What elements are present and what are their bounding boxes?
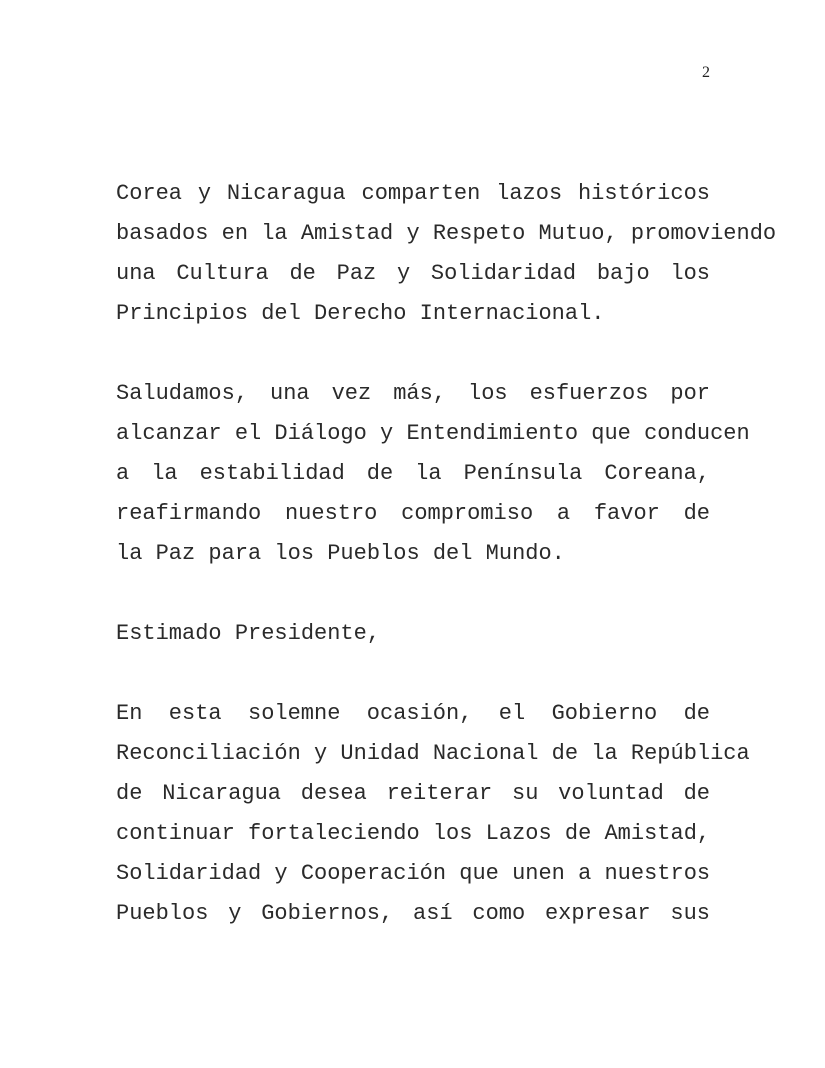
text-line: Reconciliación y Unidad Nacional de la República (116, 741, 750, 766)
text-line: Saludamos, una vez más, los esfuerzos por (116, 381, 710, 406)
text-line: Solidaridad y Cooperación que unen a nuestros (116, 861, 711, 886)
text-line: alcanzar el Diálogo y Entendimiento que conducen (116, 421, 750, 446)
letter-body (116, 174, 777, 974)
text-line: reafirmando nuestro compromiso a favor de (116, 501, 710, 526)
text-line: En esta solemne ocasión, el Gobierno de (116, 701, 710, 726)
text-line: Corea y Nicaragua comparten lazos históricos (116, 181, 710, 206)
text-line: basados en la Amistad y Respeto Mutuo, promoviendo (116, 221, 777, 246)
text-line: Pueblos y Gobiernos, así como expresar sus (116, 901, 710, 926)
text-line: Estimado Presidente, (116, 621, 381, 646)
paragraph-occasion (116, 694, 750, 934)
paragraph-dialogue (116, 374, 750, 574)
text-line: la Paz para los Pueblos del Mundo. (116, 541, 565, 566)
text-line: de Nicaragua desea reiterar su voluntad de (116, 781, 710, 806)
paragraph-salutation (116, 614, 710, 654)
text-line: a la estabilidad de la Península Coreana, (116, 461, 710, 486)
paragraph-friendship (116, 174, 777, 334)
page-number: 2 (702, 64, 710, 81)
text-line: continuar fortaleciendo los Lazos de Amistad, (116, 821, 711, 846)
text-line: Principios del Derecho Internacional. (116, 301, 605, 326)
text-line: una Cultura de Paz y Solidaridad bajo los (116, 261, 710, 286)
